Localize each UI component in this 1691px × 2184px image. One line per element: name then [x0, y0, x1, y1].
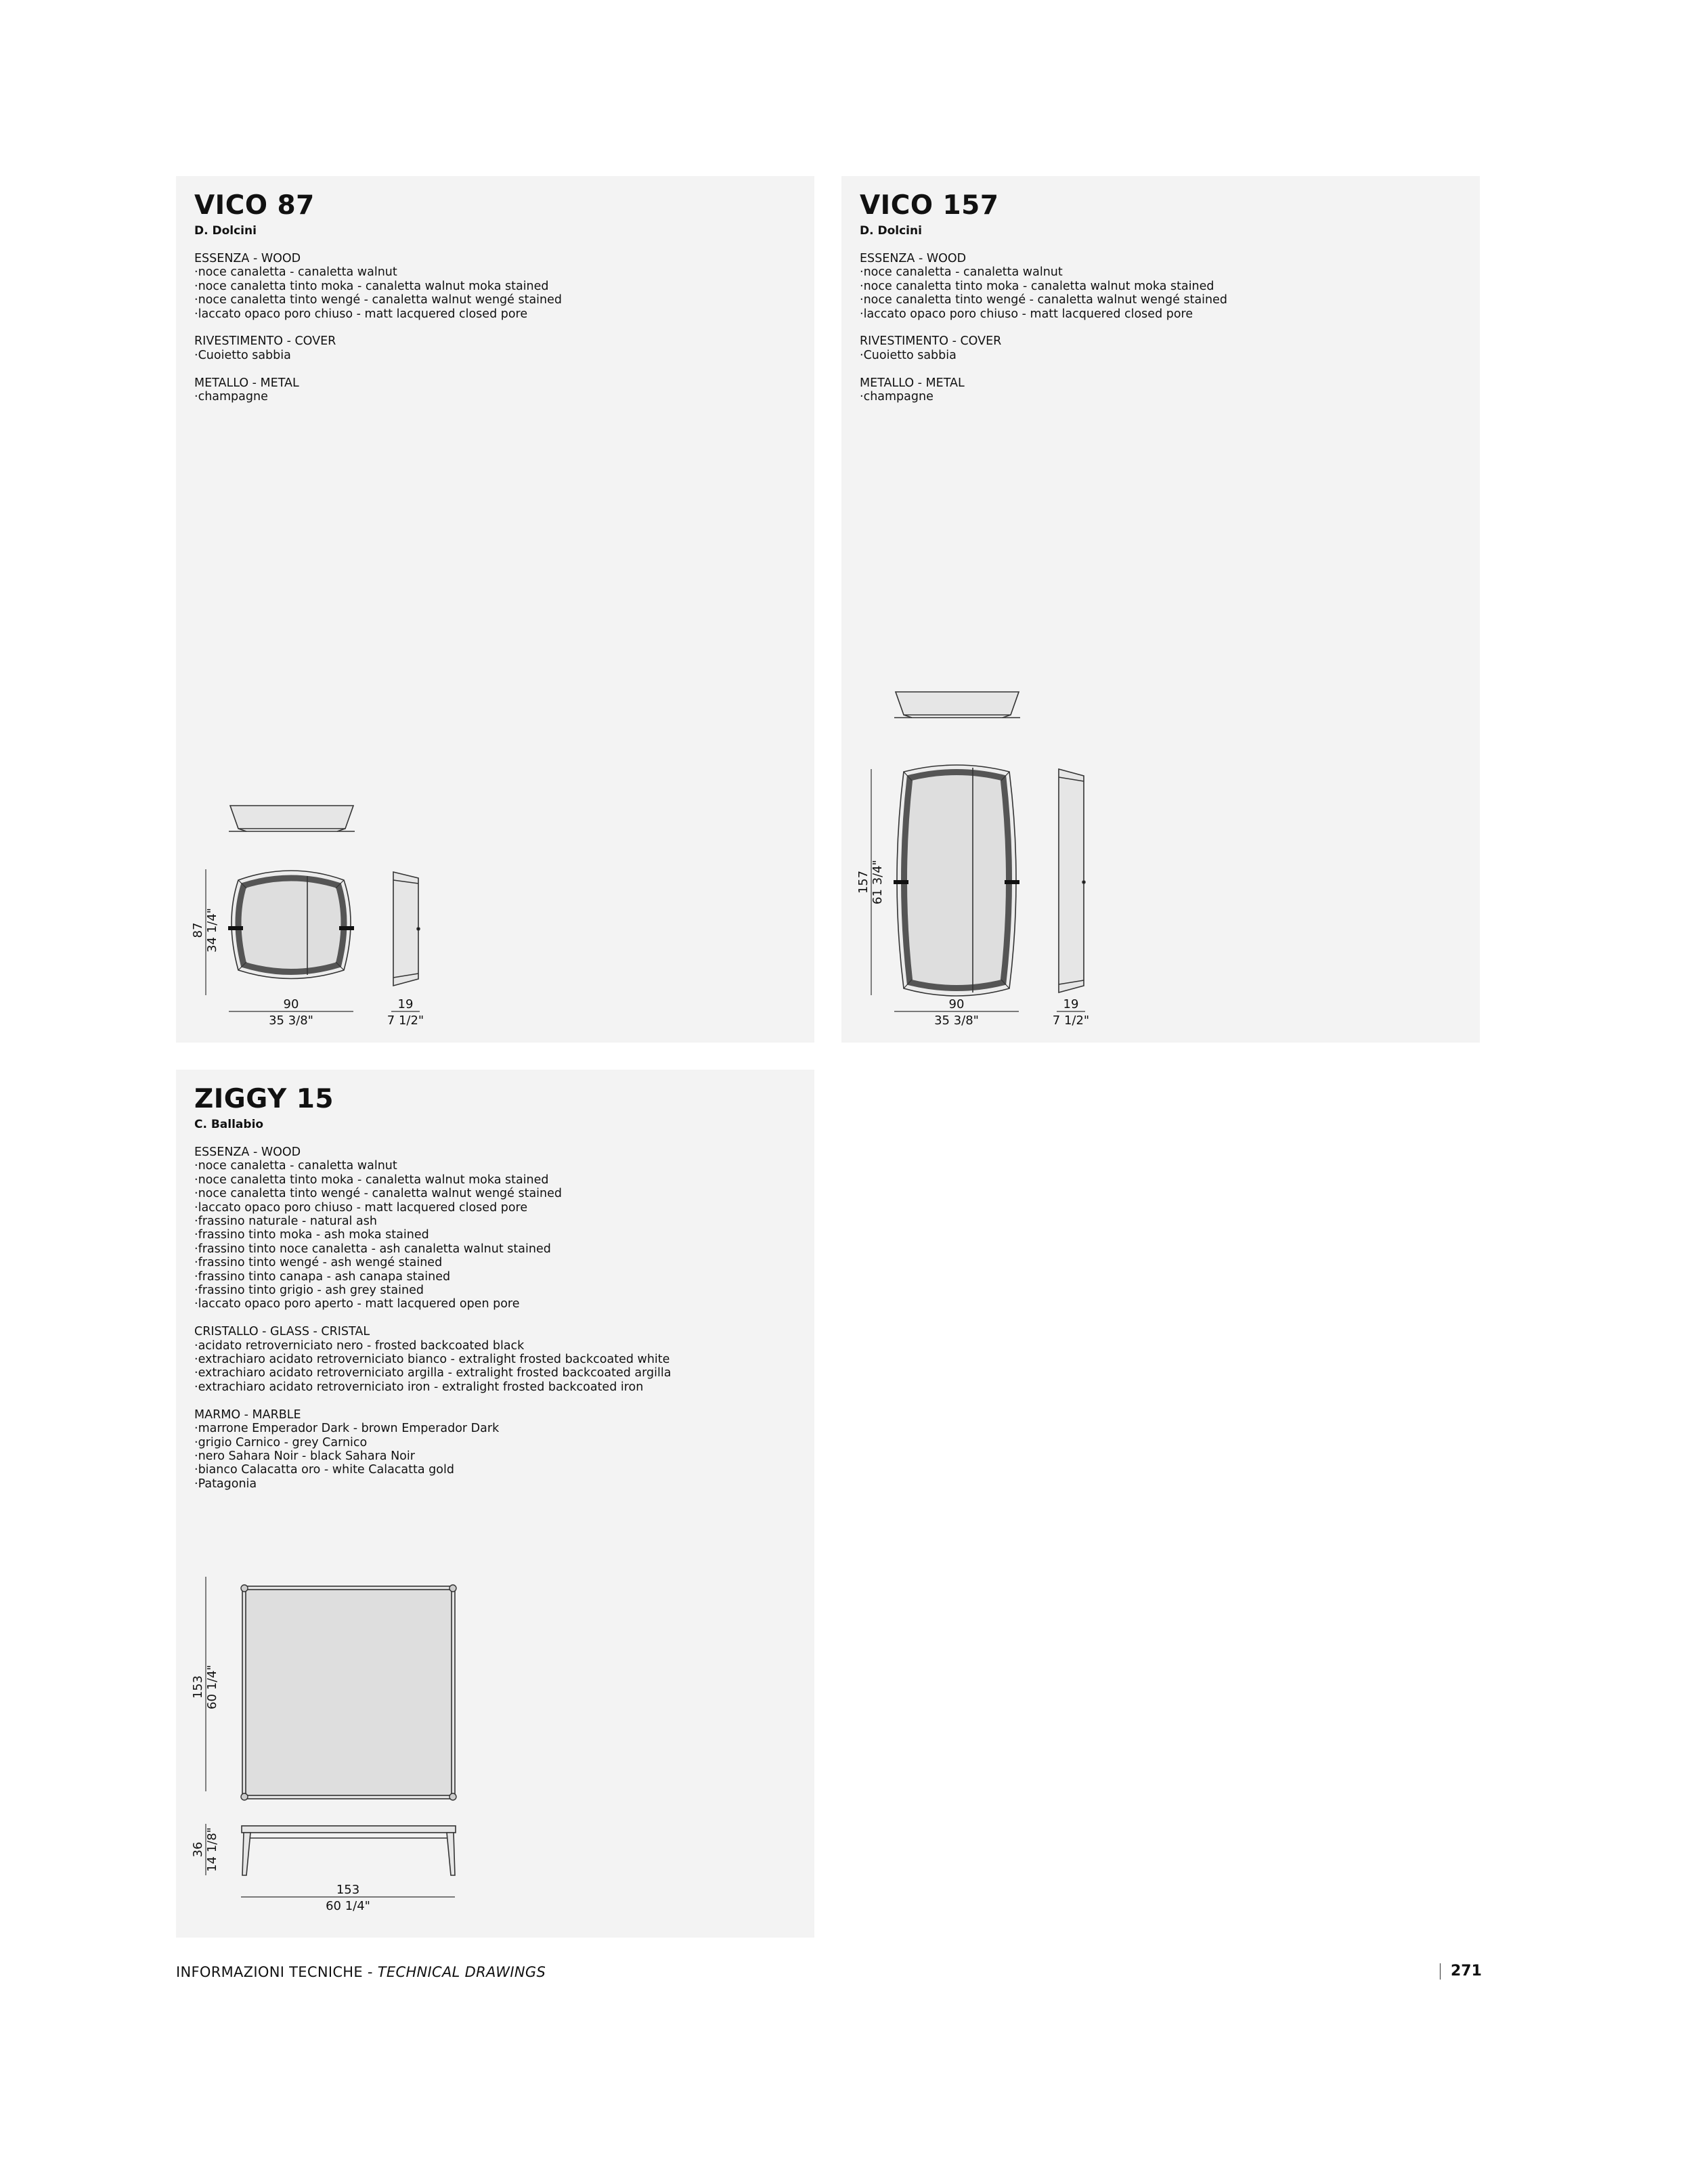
spec-item: · frassino tinto moka - ash moka stained — [194, 1228, 671, 1242]
elevation-view-drawing — [242, 1826, 456, 1875]
dimension-depth-in: 7 1/2" — [1052, 1013, 1090, 1028]
dimension-height-cm: 157 — [856, 870, 871, 894]
product-card-ziggy-15 — [176, 1070, 814, 1938]
spec-item: · noce canaletta tinto moka - canaletta walnut moka stained — [194, 280, 562, 293]
spec-heading: ESSENZA - WOOD — [194, 252, 301, 265]
dimension-width-cm: 90 — [283, 997, 299, 1011]
dimension-depth-cm: 19 — [397, 997, 414, 1011]
top-view-drawing — [229, 806, 355, 831]
spec-item: · Patagonia — [194, 1477, 671, 1491]
dimension-width-in: 60 1/4" — [326, 1899, 370, 1913]
spec-item: · frassino tinto canapa - ash canapa stained — [194, 1270, 671, 1284]
product-card-vico-87 — [176, 176, 814, 1043]
spec-heading: RIVESTIMENTO - COVER — [194, 334, 336, 349]
footer-label: INFORMAZIONI TECNICHE - — [176, 1964, 373, 1980]
dimension-depth-cm: 153 — [191, 1675, 205, 1699]
spec-item: · extrachiaro acidato retroverniciato bianco - extralight frosted backcoated white — [194, 1353, 671, 1366]
dimension-width-cm: 90 — [948, 997, 965, 1011]
spec-heading: METALLO - METAL — [194, 376, 299, 390]
page-number: 271 — [1451, 1963, 1482, 1980]
spec-heading: RIVESTIMENTO - COVER — [860, 334, 1002, 349]
spec-heading: ESSENZA - WOOD — [860, 252, 967, 265]
spec-item: · laccato opaco poro chiuso - matt lacquered closed pore — [860, 307, 1227, 321]
spec-item: · champagne — [194, 390, 562, 403]
footer-divider — [1440, 1963, 1441, 1980]
product-card-vico-157 — [841, 176, 1480, 1043]
product-title: VICO 157 — [860, 190, 999, 221]
spec-item: · extrachiaro acidato retroverniciato iron - extralight frosted backcoated iron — [194, 1380, 671, 1394]
product-title: VICO 87 — [194, 190, 315, 221]
plan-view-drawing — [241, 1585, 456, 1800]
spec-item: · bianco Calacatta oro - white Calacatta gold — [194, 1463, 671, 1477]
spec-item: · noce canaletta - canaletta walnut — [194, 265, 562, 279]
product-designer: D. Dolcini — [860, 224, 922, 238]
spec-item: · noce canaletta tinto wengé - canaletta walnut wengé stained — [194, 1187, 671, 1200]
product-designer: C. Ballabio — [194, 1118, 264, 1131]
front-view-drawing — [894, 765, 1019, 996]
technical-drawing — [176, 1070, 814, 1938]
side-view-drawing — [1059, 769, 1085, 992]
spec-item: · Cuoietto sabbia — [194, 349, 562, 362]
spec-item: · noce canaletta - canaletta walnut — [194, 1159, 671, 1173]
dimension-height-cm: 36 — [191, 1841, 205, 1858]
technical-drawing — [841, 176, 1480, 1043]
side-view-drawing — [393, 872, 420, 986]
spec-item: · noce canaletta tinto moka - canaletta walnut moka stained — [860, 280, 1227, 293]
spec-item: · extrachiaro acidato retroverniciato argilla - extralight frosted backcoated argilla — [194, 1366, 671, 1380]
spec-item: · champagne — [860, 390, 1227, 403]
dimension-height-cm: 87 — [191, 922, 205, 938]
spec-item: · marrone Emperador Dark - brown Emperador Dark — [194, 1422, 671, 1435]
spec-item: · acidato retroverniciato nero - frosted backcoated black — [194, 1339, 671, 1353]
spec-item: · noce canaletta tinto wengé - canaletta walnut wengé stained — [194, 293, 562, 307]
spec-item: · laccato opaco poro aperto - matt lacquered open pore — [194, 1297, 671, 1311]
spec-item: · frassino tinto noce canaletta - ash canaletta walnut stained — [194, 1242, 671, 1256]
dimension-depth-in: 60 1/4" — [205, 1665, 219, 1709]
dimension-depth-in: 7 1/2" — [387, 1013, 424, 1028]
spec-item: · noce canaletta tinto moka - canaletta walnut moka stained — [194, 1173, 671, 1187]
spec-heading: ESSENZA - WOOD — [194, 1145, 301, 1159]
dimension-height-in: 61 3/4" — [871, 860, 885, 904]
spec-item: · frassino tinto wengé - ash wengé stained — [194, 1256, 671, 1269]
footer-label-italic: TECHNICAL DRAWINGS — [377, 1964, 546, 1980]
spec-item: · noce canaletta - canaletta walnut — [860, 265, 1227, 279]
spec-heading: METALLO - METAL — [860, 376, 965, 390]
dimension-height-in: 34 1/4" — [205, 908, 219, 953]
spec-item: · Cuoietto sabbia — [860, 349, 1227, 362]
dimension-depth-cm: 19 — [1063, 997, 1079, 1011]
spec-item: · noce canaletta tinto wengé - canaletta walnut wengé stained — [860, 293, 1227, 307]
technical-drawing — [176, 176, 814, 1043]
product-title: ZIGGY 15 — [194, 1084, 334, 1114]
spec-heading: MARMO - MARBLE — [194, 1407, 301, 1422]
dimension-height-in: 14 1/8" — [205, 1827, 219, 1872]
spec-item: · frassino tinto grigio - ash grey stained — [194, 1284, 671, 1297]
spec-item: · grigio Carnico - grey Carnico — [194, 1436, 671, 1449]
spec-item: · laccato opaco poro chiuso - matt lacquered closed pore — [194, 307, 562, 321]
dimension-width-cm: 153 — [336, 1883, 360, 1897]
product-designer: D. Dolcini — [194, 224, 257, 238]
dimension-width-in: 35 3/8" — [934, 1013, 979, 1028]
footer-section-label — [176, 1963, 546, 1981]
top-view-drawing — [894, 692, 1020, 718]
spec-item: · frassino naturale - natural ash — [194, 1215, 671, 1228]
spec-item: · laccato opaco poro chiuso - matt lacquered closed pore — [194, 1201, 671, 1215]
dimension-width-in: 35 3/8" — [269, 1013, 313, 1028]
spec-item: · nero Sahara Noir - black Sahara Noir — [194, 1449, 671, 1463]
spec-heading: CRISTALLO - GLASS - CRISTAL — [194, 1325, 370, 1339]
front-view-drawing — [228, 871, 354, 979]
